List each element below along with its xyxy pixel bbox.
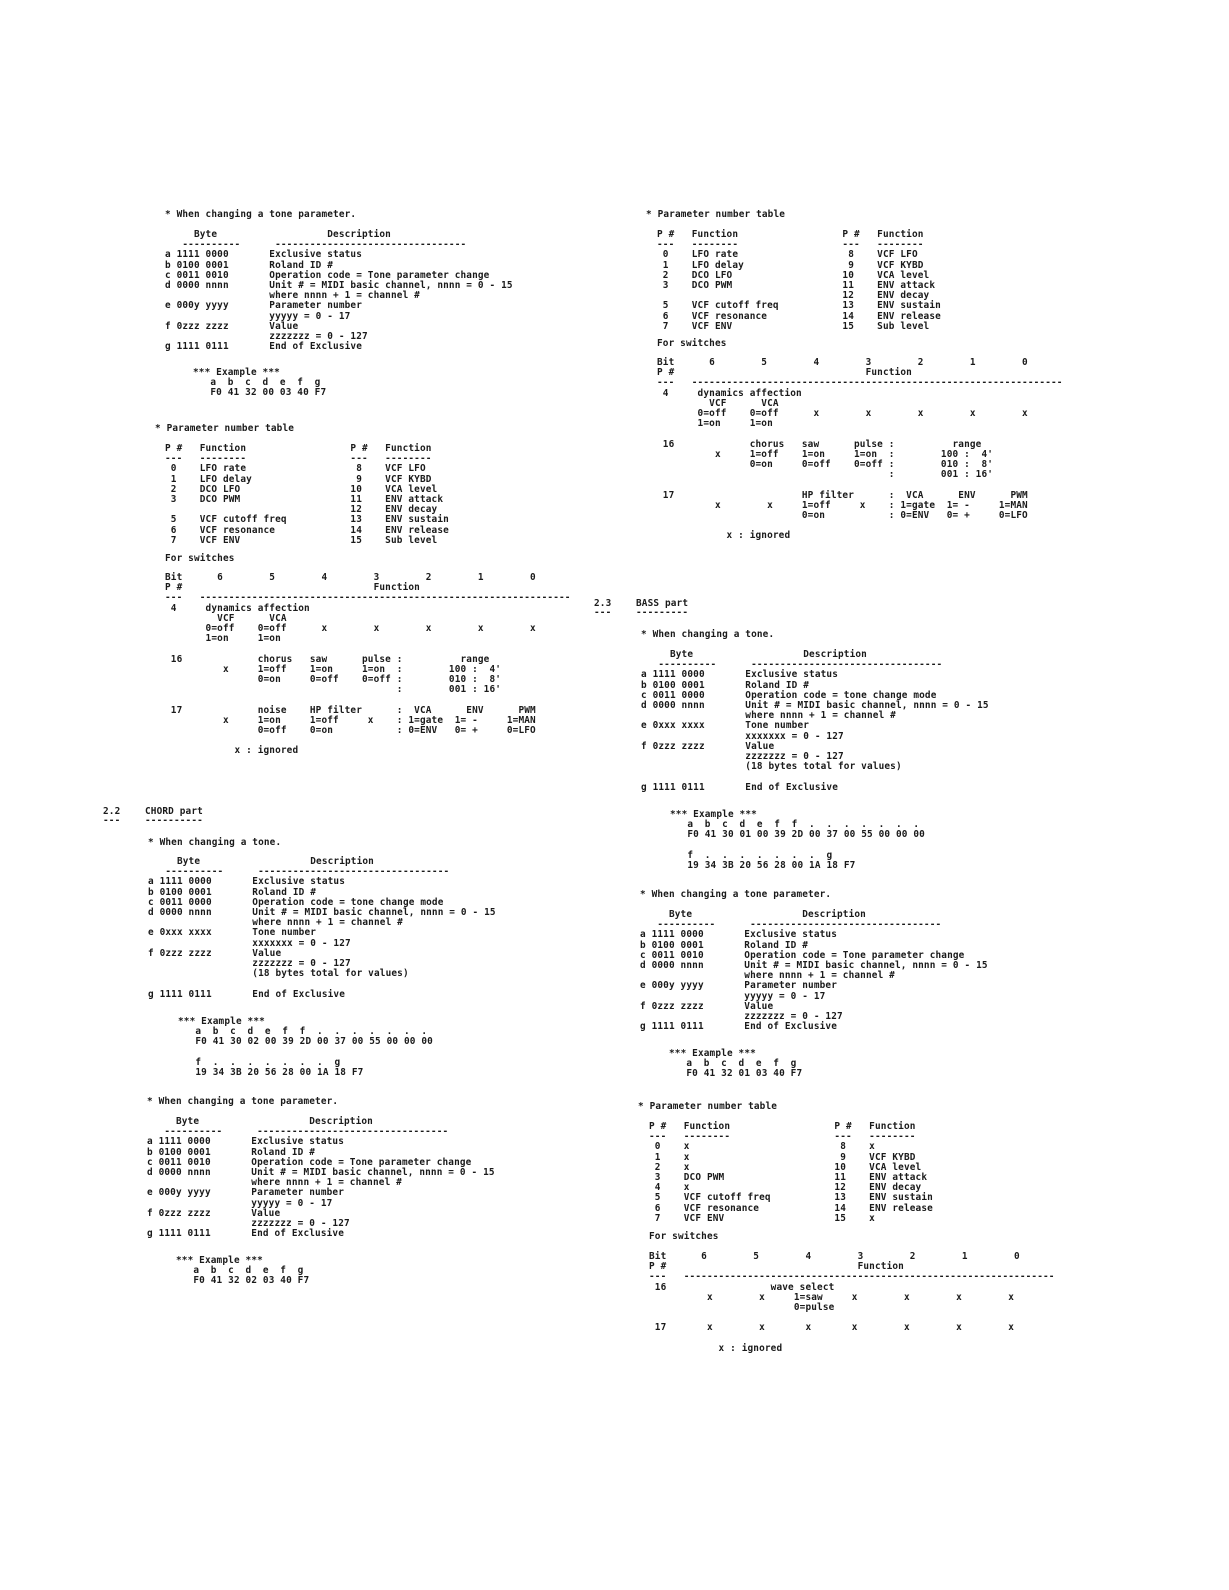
- heading-chord-tone-parameter: * When changing a tone parameter.: [147, 1096, 339, 1107]
- section-number-underline-2-2: ---: [103, 815, 121, 826]
- heading-left-parameter-number-table: * Parameter number table: [155, 423, 295, 434]
- example-chord-tone-parameter: *** Example *** a b c d e f g F0 41 32 02 03 40 F7: [176, 1255, 310, 1287]
- table-bass-switches: Bit 6 5 4 3 2 1 0 P # Function --- ---------------------------------------------------------------- 16 wave select x x 1=saw x x x x 0=pulse 17 x x x x x x x x : ignored: [649, 1251, 1055, 1354]
- section-title-underline-chord: ----------: [145, 815, 203, 826]
- heading-right-for-switches: For switches: [657, 338, 727, 349]
- section-title-chord-part: CHORD part: [145, 806, 203, 817]
- example-chord-tone-change: *** Example *** a b c d e f f . . . . . . . F0 41 30 02 00 39 2D 00 37 00 55 00 00 00 f . . . . . . . g 19 34 3B 20 56 28 00 1A 18 F7: [178, 1016, 433, 1079]
- heading-bass-parameter-number-table: * Parameter number table: [638, 1101, 778, 1112]
- heading-bass-tone-parameter: * When changing a tone parameter.: [640, 889, 832, 900]
- table-bass-parameter-numbers: P # Function P # Function --- -------- --- -------- 0 x 8 x 1 x 9 VCF KYBD 2 x 10 VCA level 3 DCO PWM 11 ENV attack 4 x 12 ENV decay 5 VCF cutoff freq 13 ENV sustain 6 VCF resonance 14 ENV release 7 VCF ENV 15 x: [649, 1121, 933, 1224]
- heading-chord-tone-change: * When changing a tone.: [148, 837, 282, 848]
- table-left-parameter-numbers: P # Function P # Function --- -------- --- -------- 0 LFO rate 8 VCF LFO 1 LFO delay 9 VCF KYBD 2 DCO LFO 10 VCA level 3 DCO PWM 11 ENV attack 12 ENV decay 5 VCF cutoff freq 13 ENV sustain 6 VCF resonance 14 ENV release 7 VCF ENV 15 Sub level: [165, 443, 449, 546]
- table-chord-tone-change-bytes: Byte Description ---------- --------------------------------- a 1111 0000 Exclusive status b 0100 0001 Roland ID # c 0011 0000 Operation code = tone change mode d 0000 nnnn Unit # = MIDI basic channel, nnnn = 0 - 15 where nnnn + 1 = channel # e 0xxx xxxx Tone number xxxxxxx = 0 - 127 f 0zzz zzzz Value zzzzzzz = 0 - 127 (18 bytes total for values) g 1111 0111 End of Exclusive: [148, 856, 496, 1000]
- table-bass-tone-parameter-bytes: Byte Description ---------- --------------------------------- a 1111 0000 Exclusive status b 0100 0001 Roland ID # c 0011 0010 Operation code = Tone parameter change d 0000 nnnn Unit # = MIDI basic channel, nnnn = 0 - 15 where nnnn + 1 = channel # e 000y yyyy Parameter number yyyyy = 0 - 17 f 0zzz zzzz Value zzzzzzz = 0 - 127 g 1111 0111 End of Exclusive: [640, 909, 988, 1033]
- section-number-2-3: 2.3: [594, 598, 612, 609]
- table-right-parameter-numbers: P # Function P # Function --- -------- --- -------- 0 LFO rate 8 VCF LFO 1 LFO delay 9 VCF KYBD 2 DCO LFO 10 VCA level 3 DCO PWM 11 ENV attack 12 ENV decay 5 VCF cutoff freq 13 ENV sustain 6 VCF resonance 14 ENV release 7 VCF ENV 15 Sub level: [657, 229, 941, 332]
- example-bass-tone-parameter: *** Example *** a b c d e f g F0 41 32 01 03 40 F7: [669, 1048, 803, 1080]
- table-bass-tone-change-bytes: Byte Description ---------- --------------------------------- a 1111 0000 Exclusive status b 0100 0001 Roland ID # c 0011 0000 Operation code = tone change mode d 0000 nnnn Unit # = MIDI basic channel, nnnn = 0 - 15 where nnnn + 1 = channel # e 0xxx xxxx Tone number xxxxxxx = 0 - 127 f 0zzz zzzz Value zzzzzzz = 0 - 127 (18 bytes total for values) g 1111 0111 End of Exclusive: [641, 649, 989, 793]
- heading-bass-tone-change: * When changing a tone.: [641, 629, 775, 640]
- heading-right-parameter-number-table: * Parameter number table: [646, 209, 786, 220]
- table-right-switches: Bit 6 5 4 3 2 1 0 P # Function --- ---------------------------------------------------------------- 4 dynamics affection VCF VCA 0=off 0=off x x x x x 1=on 1=on 16 chorus saw pulse : range x 1=off 1=on 1=on : 100 : 4' 0=on 0=off 0=off : 010 : 8' : 001 : 16' 17 HP filter : VCA ENV PWM x x 1=off x : 1=gate 1= - 1=MAN 0=on : 0=ENV 0= + 0=LFO x : ignored: [657, 357, 1063, 542]
- table-left-switches: Bit 6 5 4 3 2 1 0 P # Function --- ---------------------------------------------------------------- 4 dynamics affection VCF VCA 0=off 0=off x x x x x 1=on 1=on 16 chorus saw pulse : range x 1=off 1=on 1=on : 100 : 4' 0=on 0=off 0=off : 010 : 8' : 001 : 16' 17 noise HP filter : VCA ENV PWM x 1=on 1=off x : 1=gate 1= - 1=MAN 0=off 0=on : 0=ENV 0= + 0=LFO x : ignored: [165, 572, 571, 757]
- example-left-tone-parameter: *** Example *** a b c d e f g F0 41 32 00 03 40 F7: [193, 367, 327, 399]
- section-number-underline-2-3: ---: [594, 607, 612, 618]
- heading-left-tone-parameter: * When changing a tone parameter.: [165, 209, 357, 220]
- example-bass-tone-change: *** Example *** a b c d e f f . . . . . . . F0 41 30 01 00 39 2D 00 37 00 55 00 00 00 f . . . . . . . g 19 34 3B 20 56 28 00 1A 18 F7: [670, 809, 925, 872]
- table-left-tone-parameter-bytes: Byte Description ---------- --------------------------------- a 1111 0000 Exclusive status b 0100 0001 Roland ID # c 0011 0010 Operation code = Tone parameter change d 0000 nnnn Unit # = MIDI basic channel, nnnn = 0 - 15 where nnnn + 1 = channel # e 000y yyyy Parameter number yyyyy = 0 - 17 f 0zzz zzzz Value zzzzzzz = 0 - 127 g 1111 0111 End of Exclusive: [165, 229, 513, 353]
- heading-left-for-switches: For switches: [165, 553, 235, 564]
- section-number-2-2: 2.2: [103, 806, 121, 817]
- table-chord-tone-parameter-bytes: Byte Description ---------- --------------------------------- a 1111 0000 Exclusive status b 0100 0001 Roland ID # c 0011 0010 Operation code = Tone parameter change d 0000 nnnn Unit # = MIDI basic channel, nnnn = 0 - 15 where nnnn + 1 = channel # e 000y yyyy Parameter number yyyyy = 0 - 17 f 0zzz zzzz Value zzzzzzz = 0 - 127 g 1111 0111 End of Exclusive: [147, 1116, 495, 1240]
- section-title-bass-part: BASS part: [636, 598, 689, 609]
- heading-bass-for-switches: For switches: [649, 1231, 719, 1242]
- section-title-underline-bass: ---------: [636, 607, 689, 618]
